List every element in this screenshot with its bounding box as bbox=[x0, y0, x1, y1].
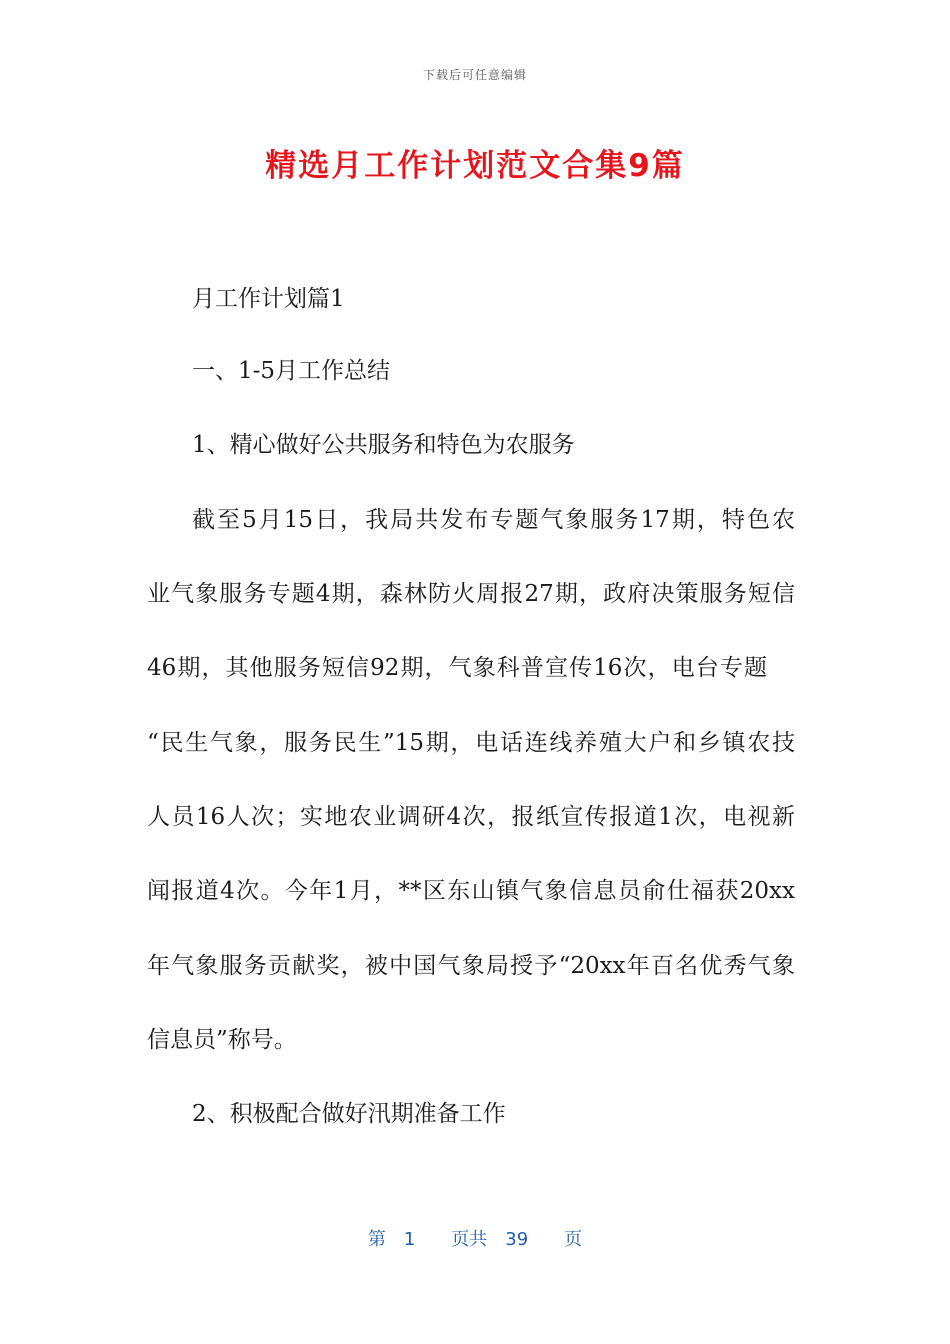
footer-total-pages: 39 bbox=[505, 1229, 529, 1250]
paragraph-line: 业气象服务专题4期，森林防火周报27期，政府决策服务短信 bbox=[147, 581, 795, 607]
subheading-summary: 一、1-5月工作总结 bbox=[192, 358, 391, 384]
footer-mid: 页共 bbox=[451, 1229, 488, 1250]
footer-current-page: 1 bbox=[403, 1229, 416, 1250]
document-title: 精选月工作计划范文合集9篇 bbox=[265, 148, 685, 184]
item-1-heading: 1、精心做好公共服务和特色为农服务 bbox=[192, 432, 575, 458]
paragraph-line: 46期，其他服务短信92期，气象科普宣传16次，电台专题 bbox=[147, 655, 767, 681]
page-footer bbox=[0, 1225, 950, 1251]
header-note: 下载后可任意编辑 bbox=[422, 68, 527, 82]
section-heading: 月工作计划篇1 bbox=[192, 286, 345, 312]
paragraph-line: 闻报道4次。今年1月，**区东山镇气象信息员俞仕福获20xx bbox=[147, 878, 795, 904]
paragraph-line: 信息员”称号。 bbox=[147, 1027, 297, 1053]
paragraph-line: 截至5月15日，我局共发布专题气象服务17期，特色农 bbox=[192, 507, 795, 533]
footer-prefix: 第 bbox=[367, 1229, 386, 1250]
footer-suffix: 页 bbox=[564, 1229, 583, 1250]
paragraph-line: “民生气象，服务民生”15期，电话连线养殖大户和乡镇农技 bbox=[147, 730, 795, 756]
item-2-heading: 2、积极配合做好汛期准备工作 bbox=[192, 1101, 506, 1127]
paragraph-line: 人员16人次；实地农业调研4次，报纸宣传报道1次，电视新 bbox=[147, 804, 795, 830]
paragraph-line: 年气象服务贡献奖，被中国气象局授予“20xx年百名优秀气象 bbox=[147, 953, 795, 979]
